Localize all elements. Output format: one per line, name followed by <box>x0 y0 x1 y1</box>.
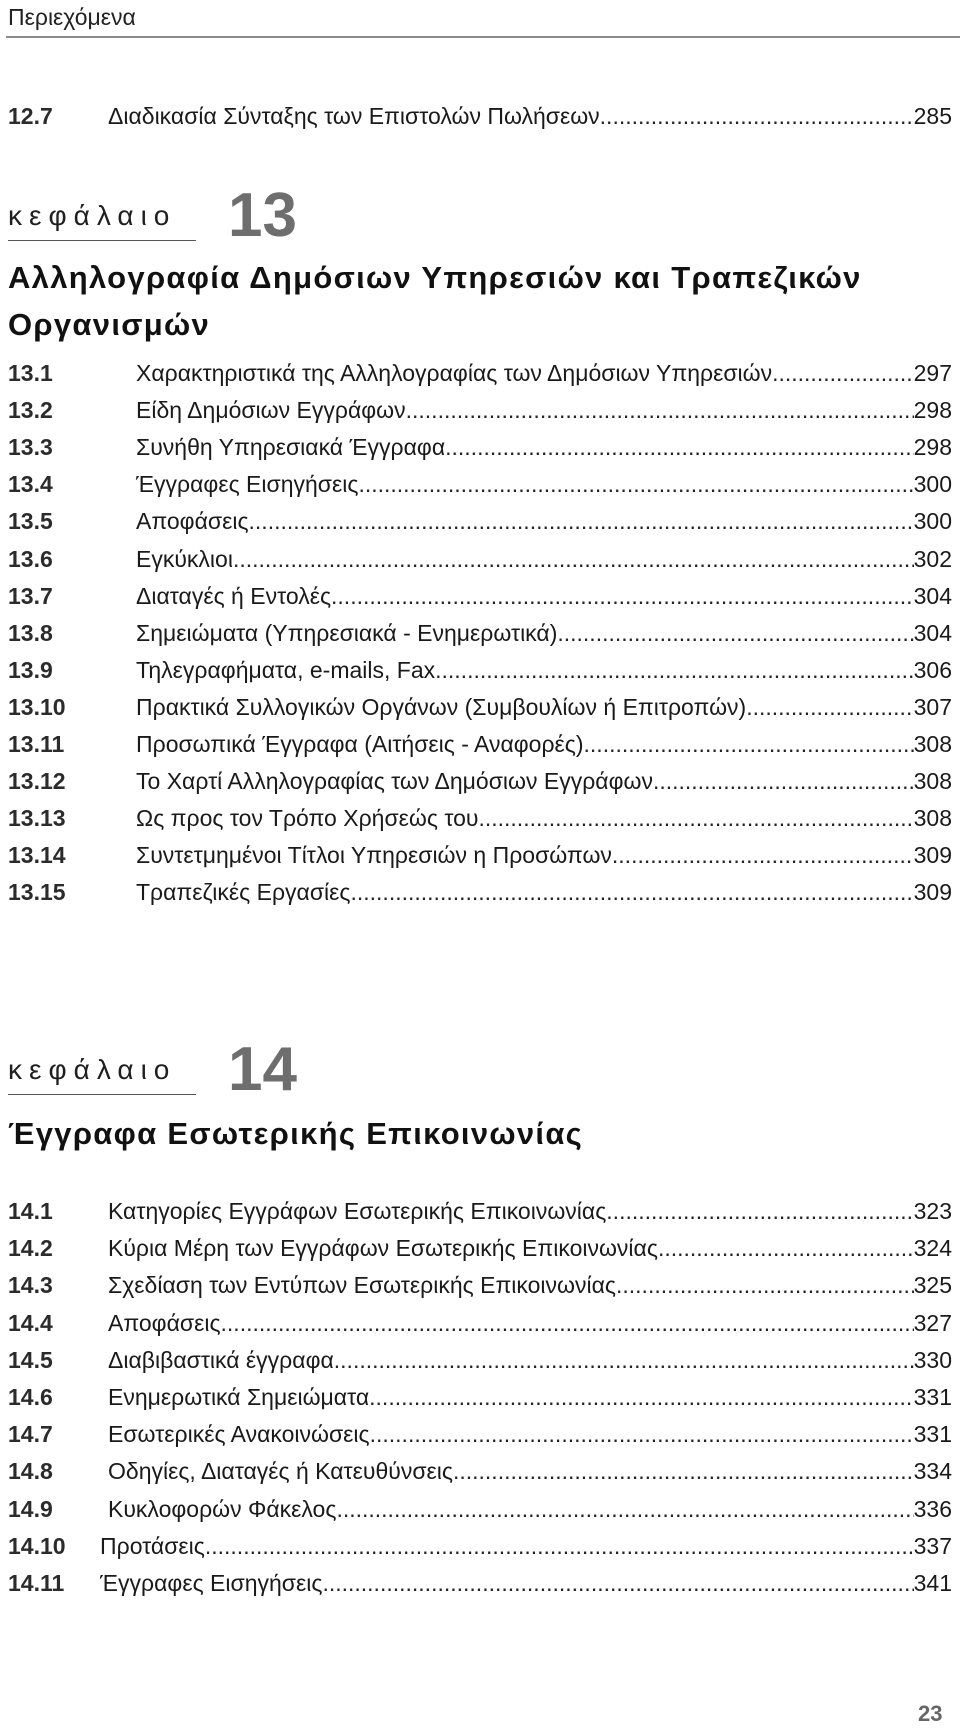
toc-entry[interactable] <box>8 543 952 575</box>
toc-entry[interactable] <box>8 357 952 389</box>
toc-entry[interactable] <box>8 1232 952 1264</box>
toc-leader-dots <box>369 1381 913 1413</box>
toc-entry[interactable] <box>8 1344 952 1376</box>
chapter-number: 14 <box>228 1035 297 1104</box>
toc-entry-page: 331 <box>913 1421 952 1448</box>
toc-entry-number: 13.4 <box>8 471 53 498</box>
toc-leader-dots <box>772 357 914 389</box>
toc-entry-title: Είδη Δημόσιων Εγγράφων <box>136 397 406 424</box>
toc-entry-page: 334 <box>913 1458 952 1485</box>
toc-entry-page: 341 <box>913 1570 952 1596</box>
toc-entry-number: 13.8 <box>8 619 53 646</box>
toc-entry-page: 324 <box>913 1235 952 1262</box>
toc-entry-title: Σχεδίαση των Εντύπων Εσωτερικής Επικοινωνίας <box>108 1272 616 1299</box>
toc-leader-dots <box>557 617 913 649</box>
toc-leader-dots <box>453 1455 914 1487</box>
toc-entry-page: 304 <box>913 582 952 609</box>
toc-entry-page: 337 <box>913 1532 952 1559</box>
toc-entry[interactable] <box>8 1493 952 1525</box>
toc-leader-dots <box>322 1567 913 1599</box>
toc-entry-page: 325 <box>913 1272 952 1299</box>
chapter-number: 13 <box>228 181 297 250</box>
toc-entry-title: Έγγραφες Εισηγήσεις <box>136 471 359 498</box>
toc-leader-dots <box>358 468 913 500</box>
toc-entry-page: 327 <box>913 1309 952 1336</box>
toc-entry-number: 14.1 <box>8 1198 53 1224</box>
toc-entry-title: Κυκλοφορών Φάκελος <box>108 1495 337 1522</box>
toc-entry[interactable] <box>8 580 952 612</box>
toc-entry-number: 14.6 <box>8 1384 53 1410</box>
toc-entry-number: 14.7 <box>8 1421 53 1448</box>
toc-entry[interactable] <box>8 765 952 797</box>
toc-entry-title: Πρακτικά Συλλογικών Οργάνων (Συμβουλίων ή Επιτροπών) <box>136 693 747 720</box>
toc-entry[interactable] <box>8 1195 952 1227</box>
toc-leader-dots <box>435 654 914 686</box>
toc-entry-title: Τηλεγραφήματα, e-mails, Fax <box>136 656 436 683</box>
toc-leader-dots <box>600 100 914 132</box>
toc-entry[interactable] <box>8 1530 952 1562</box>
toc-entry-page: 323 <box>913 1198 952 1224</box>
toc-entry-number: 13.9 <box>8 656 53 683</box>
toc-entry-number: 14.11 <box>8 1570 65 1596</box>
toc-entry[interactable] <box>8 876 952 908</box>
toc-entry-number: 13.12 <box>8 768 66 795</box>
chapter-title-line: Έγγραφα Εσωτερικής Επικοινωνίας <box>8 1116 584 1151</box>
toc-entry-number: 14.2 <box>8 1235 53 1262</box>
toc-entry-title: Κύρια Μέρη των Εγγράφων Εσωτερικής Επικοινωνίας <box>108 1235 658 1262</box>
toc-leader-dots <box>653 765 914 797</box>
toc-leader-dots <box>445 431 914 463</box>
toc-entry-title: Το Χαρτί Αλληλογραφίας των Δημόσιων Εγγράφων <box>136 768 653 795</box>
toc-entry-title: Έγγραφες Εισηγήσεις <box>100 1570 323 1596</box>
toc-entry-title: Χαρακτηριστικά της Αλληλογραφίας των Δημόσιων Υπηρεσιών <box>136 360 773 386</box>
toc-entry-number: 13.2 <box>8 397 53 424</box>
toc-leader-dots <box>336 1493 913 1525</box>
toc-entry-number: 14.5 <box>8 1346 53 1373</box>
toc-leader-dots <box>478 802 913 834</box>
toc-entry-page: 298 <box>913 397 952 424</box>
toc-entry-title: Κατηγορίες Εγγράφων Εσωτερικής Επικοινωνίας <box>108 1198 607 1224</box>
toc-entry-page: 308 <box>913 768 952 795</box>
toc-leader-dots <box>331 580 914 612</box>
chapter-title <box>8 254 958 348</box>
chapter-label: κεφάλαιο <box>8 200 177 231</box>
toc-entry-number: 13.10 <box>8 693 66 720</box>
toc-entry[interactable] <box>8 654 952 686</box>
toc-entry-number: 14.4 <box>8 1309 53 1336</box>
toc-leader-dots <box>221 1307 914 1339</box>
chapter-title-line: Οργανισμών <box>8 307 211 342</box>
toc-leader-dots <box>334 1344 914 1376</box>
toc-entry-title: Προσωπικά Έγγραφα (Αιτήσεις - Αναφορές) <box>136 731 584 757</box>
toc-entry-page: 306 <box>913 656 952 683</box>
toc-entry[interactable] <box>8 431 952 463</box>
toc-entry-number: 12.7 <box>8 103 53 129</box>
toc-entry-title: Σημειώματα (Υπηρεσιακά - Ενημερωτικά) <box>136 619 558 646</box>
toc-entry-page: 298 <box>913 434 952 461</box>
toc-leader-dots <box>612 839 914 871</box>
toc-entry-title: Διαταγές ή Εντολές <box>136 582 332 609</box>
page-header <box>6 0 960 38</box>
toc-entry-title: Αποφάσεις <box>136 508 249 535</box>
toc-entry-page: 336 <box>913 1495 952 1522</box>
toc-entry[interactable] <box>8 1567 952 1599</box>
chapter-label-underline <box>8 240 196 241</box>
chapter-title <box>8 1110 958 1157</box>
toc-entry[interactable] <box>8 1307 952 1339</box>
toc-leader-dots <box>584 728 914 760</box>
toc-entry-title: Ενημερωτικά Σημειώματα <box>108 1384 370 1410</box>
toc-entry-page: 304 <box>913 619 952 646</box>
toc-leader-dots <box>616 1269 914 1301</box>
toc-entry-number: 13.1 <box>8 360 53 386</box>
toc-entry-title: Αποφάσεις <box>108 1309 221 1336</box>
toc-leader-dots <box>370 1418 914 1450</box>
toc-entry-page: 300 <box>913 471 952 498</box>
toc-entry[interactable] <box>8 691 952 723</box>
toc-entry-title: Προτάσεις <box>100 1532 205 1559</box>
toc-leader-dots <box>606 1195 913 1227</box>
toc-entry-number: 14.9 <box>8 1495 53 1522</box>
toc-entry-title: Εσωτερικές Ανακοινώσεις <box>108 1421 370 1448</box>
toc-entry-number: 13.7 <box>8 582 53 609</box>
toc-entry-title: Συντετμημένοι Τίτλοι Υπηρεσιών η Προσώπων <box>136 842 612 869</box>
toc-entry-title: Οδηγίες, Διαταγές ή Κατευθύνσεις <box>108 1458 453 1485</box>
toc-entry-title: Τραπεζικές Εργασίες <box>136 879 351 906</box>
toc-entry-title: Ως προς τον Τρόπο Χρήσεώς του <box>136 805 479 832</box>
toc-entry-number: 13.13 <box>8 805 66 832</box>
toc-leader-dots <box>350 876 913 908</box>
toc-leader-dots <box>233 543 914 575</box>
toc-entry-number: 13.3 <box>8 434 53 461</box>
toc-leader-dots <box>205 1530 914 1562</box>
toc-entry-page: 309 <box>913 879 952 906</box>
toc-entry-title: Συνήθη Υπηρεσιακά Έγγραφα <box>136 434 446 461</box>
toc-entry-number: 13.5 <box>8 508 53 535</box>
toc-entry-number: 14.8 <box>8 1458 53 1485</box>
toc-entry[interactable] <box>8 1381 952 1413</box>
toc-entry-page: 285 <box>913 103 952 129</box>
toc-entry-page: 302 <box>913 545 952 572</box>
toc-entry-title: Διαδικασία Σύνταξης των Επιστολών Πωλήσεων <box>108 103 600 129</box>
toc-entry[interactable] <box>8 100 952 132</box>
toc-entry[interactable] <box>8 394 952 426</box>
toc-entry-page: 330 <box>913 1346 952 1373</box>
toc-entry-number: 14.3 <box>8 1272 53 1299</box>
toc-entry-page: 308 <box>913 805 952 832</box>
chapter-label: κεφάλαιο <box>8 1054 177 1085</box>
toc-entry-page: 307 <box>913 693 952 720</box>
toc-entry[interactable] <box>8 802 952 834</box>
toc-entry[interactable] <box>8 468 952 500</box>
toc-leader-dots <box>249 505 914 537</box>
toc-entry-title: Εγκύκλιοι <box>136 545 233 572</box>
toc-entry[interactable] <box>8 1455 952 1487</box>
toc-entry-number: 13.15 <box>8 879 66 906</box>
toc-entry[interactable] <box>8 1269 952 1301</box>
toc-entry-page: 297 <box>913 360 952 386</box>
toc-leader-dots <box>406 394 914 426</box>
toc-leader-dots <box>746 691 913 723</box>
page-number: 23 <box>918 1701 943 1726</box>
toc-entry-number: 13.11 <box>8 731 65 757</box>
toc-entry-number: 14.10 <box>8 1532 66 1559</box>
chapter-label-underline <box>8 1094 196 1095</box>
toc-entry-page: 300 <box>913 508 952 535</box>
toc-leader-dots <box>658 1232 914 1264</box>
toc-entry[interactable] <box>8 505 952 537</box>
toc-entry-page: 308 <box>913 731 952 757</box>
toc-entry-page: 309 <box>913 842 952 869</box>
chapter-title-line: Αλληλογραφία Δημόσιων Υπηρεσιών και Τραπεζικών <box>8 260 862 295</box>
toc-entry-number: 13.6 <box>8 545 53 572</box>
toc-entry[interactable] <box>8 1418 952 1450</box>
toc-entry-title: Διαβιβαστικά έγγραφα <box>108 1346 334 1373</box>
toc-entry[interactable] <box>8 839 952 871</box>
toc-entry[interactable] <box>8 617 952 649</box>
toc-entry[interactable] <box>8 728 952 760</box>
header-title: Περιεχόμενα <box>8 4 136 30</box>
toc-entry-page: 331 <box>913 1384 952 1410</box>
toc-entry-number: 13.14 <box>8 842 66 869</box>
